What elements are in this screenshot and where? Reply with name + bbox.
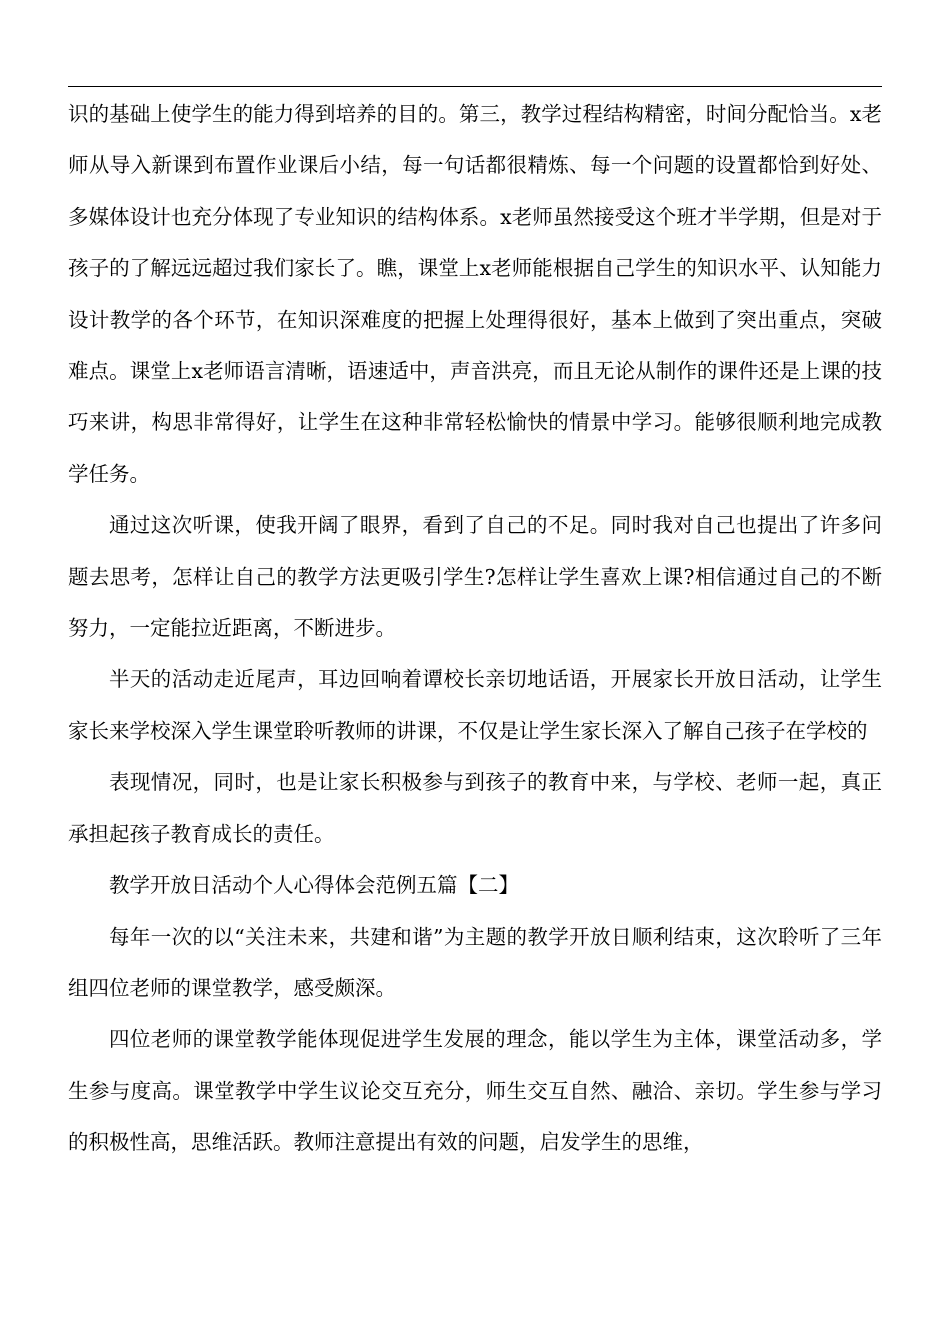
paragraph-end-of-activity: 半天的活动走近尾声，耳边回响着谭校长亲切地话语，开展家长开放日活动，让学生家长来学校深入学生课堂聆听教师的讲课，不仅是让学生家长深入了解自己孩子在学校的 <box>68 667 882 743</box>
paragraph-annual-open-day: 每年一次的以“关注未来，共建和谐”为主题的教学开放日顺利结束，这次聆听了三年组四位老师的课堂教学，感受颇深。 <box>68 924 882 1000</box>
paragraph-reflection: 通过这次听课，使我开阔了眼界，看到了自己的不足。同时我对自己也提出了许多问题去思考，怎样让自己的教学方法更吸引学生?怎样让学生喜欢上课?相信通过自己的不断努力，一定能拉近距离，不断进步。 <box>68 513 882 641</box>
paragraph-four-teachers: 四位老师的课堂教学能体现促进学生发展的理念，能以学生为主体，课堂活动多，学生参与度高。课堂教学中学生议论交互充分，师生交互自然、融洽、亲切。学生参与学习的积极性高，思维活跃。教师注意提出有效的问题，启发学生的思维， <box>68 1027 882 1155</box>
paragraph-performance: 表现情况，同时，也是让家长积极参与到孩子的教育中来，与学校、老师一起，真正承担起孩子教育成长的责任。 <box>68 770 882 846</box>
document-body <box>68 89 882 1169</box>
paragraph-continued: 识的基础上使学生的能力得到培养的目的。第三，教学过程结构精密，时间分配恰当。x老师从导入新课到布置作业课后小结，每一句话都很精炼、每一个问题的设置都恰到好处、多媒体设计也充分体现了专业知识的结构体系。x老师虽然接受这个班才半学期，但是对于孩子的了解远远超过我们家长了。瞧，课堂上x老师能根据自己学生的知识水平、认知能力设计教学的各个环节，在知识深难度的把握上处理得很好，基本上做到了突出重点，突破难点。课堂上x老师语言清晰，语速适中，声音洪亮，而且无论从制作的课件还是上课的技巧来讲，构思非常得好，让学生在这种非常轻松愉快的情景中学习。能够很顺利地完成教学任务。 <box>68 102 882 486</box>
section-heading: 教学开放日活动个人心得体会范例五篇【二】 <box>109 873 519 898</box>
header-rule <box>68 86 882 87</box>
